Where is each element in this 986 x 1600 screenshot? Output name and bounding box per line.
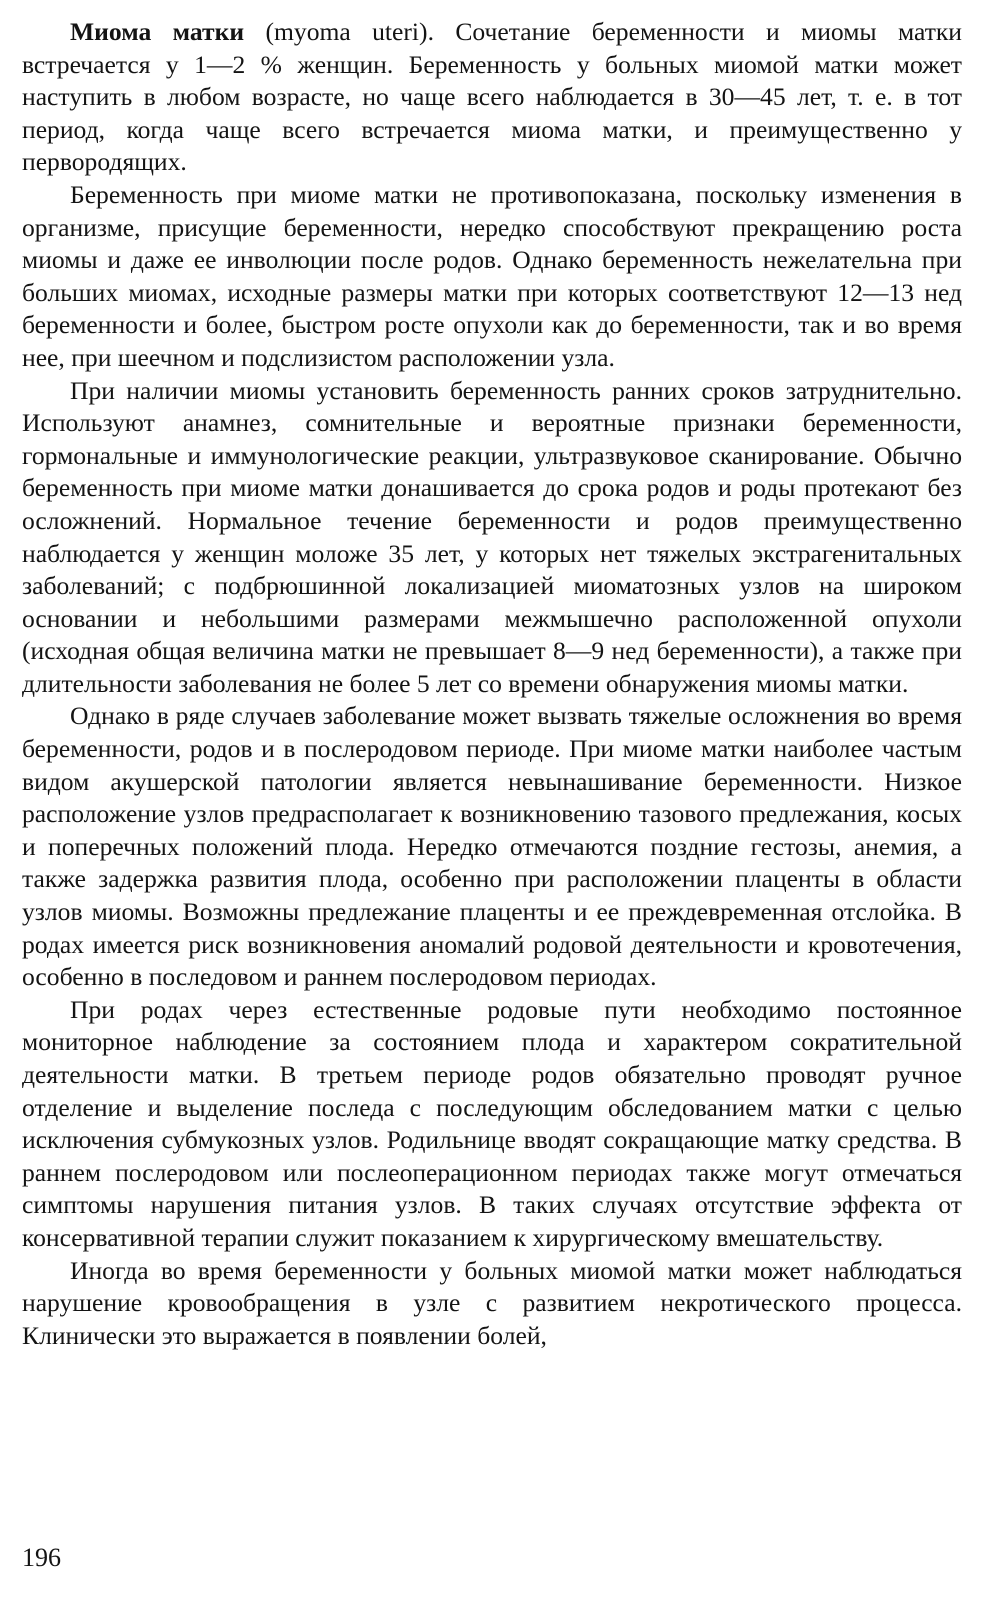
paragraph-1 bbox=[22, 16, 962, 179]
page-number: 196 bbox=[22, 1543, 61, 1572]
paragraph-1-text: (myoma uteri). Сочетание беременности и миомы матки встречается у 1—2 % женщин. Беременность у больных миомой матки может наступить в любом возрасте, но чаще всего наблюдается в 30—45 лет, т. е. в тот период, когда чаще всего встречается миома матки, и преимущественно у первородящих. bbox=[22, 17, 963, 177]
paragraph-5: При родах через естественные родовые пути необходимо постоянное мониторное наблюдение за состоянием плода и характером сократительной деятельности матки. В третьем периоде родов обязательно проводят ручное отделение и выделение последа с последующим обследованием матки с целью исключения субмукозных узлов. Родильнице вводят сокращающие матку средства. В раннем послеродовом или послеоперационном периодах также могут отмечаться симптомы нарушения питания узлов. В таких случаях отсутствие эффекта от консервативной терапии служит показанием к хирургическому вмешательству. bbox=[22, 994, 962, 1252]
body-text bbox=[22, 16, 962, 1352]
paragraph-3: При наличии миомы установить беременность ранних сроков затруднительно. Используют анамнез, сомнительные и вероятные признаки беременности, гормональные и иммунологические реакции, ультразвуковое сканирование. Обычно беременность при миоме матки донашивается до срока родов и роды протекают без осложнений. Нормальное течение беременности и родов преимущественно наблюдается у женщин моложе 35 лет, у которых нет тяжелых экстрагенитальных заболеваний; с подбрюшинной локализацией миоматозных узлов на широком основании и небольшими размерами межмышечно расположенной опухоли (исходная общая величина матки не превышает 8—9 нед беременности), а также при длительности заболевания не более 5 лет со времени обнаружения миомы матки. bbox=[22, 375, 962, 698]
paragraph-6: Иногда во время беременности у больных миомой матки может наблюдаться нарушение кровообращения в узле с развитием некротического процесса. Клинически это выражается в появлении болей, bbox=[22, 1255, 962, 1350]
section-heading: Миома матки bbox=[70, 17, 245, 46]
paragraph-4: Однако в ряде случаев заболевание может вызвать тяжелые осложнения во время беременности, родов и в послеродовом периоде. При миоме матки наиболее частым видом акушерской патологии является невынашивание беременности. Низкое расположение узлов предрасполагает к возникновению тазового предлежания, косых и поперечных положений плода. Нередко отмечаются поздние гестозы, анемия, а также задержка развития плода, особенно при расположении плаценты в области узлов миомы. Возможны предлежание плаценты и ее преждевременная отслойка. В родах имеется риск возникновения аномалий родовой деятельности и кровотечения, особенно в последовом и раннем послеродовом периодах. bbox=[22, 701, 962, 992]
paragraph-2: Беременность при миоме матки не противопоказана, поскольку изменения в организме, присущие беременности, нередко способствуют прекращению роста миомы и даже ее инволюции после родов. Однако беременность нежелательна при больших миомах, исходные размеры матки при которых соответствуют 12—13 нед беременности и более, быстром росте опухоли как до беременности, так и во время нее, при шеечном и подслизистом расположении узла. bbox=[22, 179, 962, 372]
